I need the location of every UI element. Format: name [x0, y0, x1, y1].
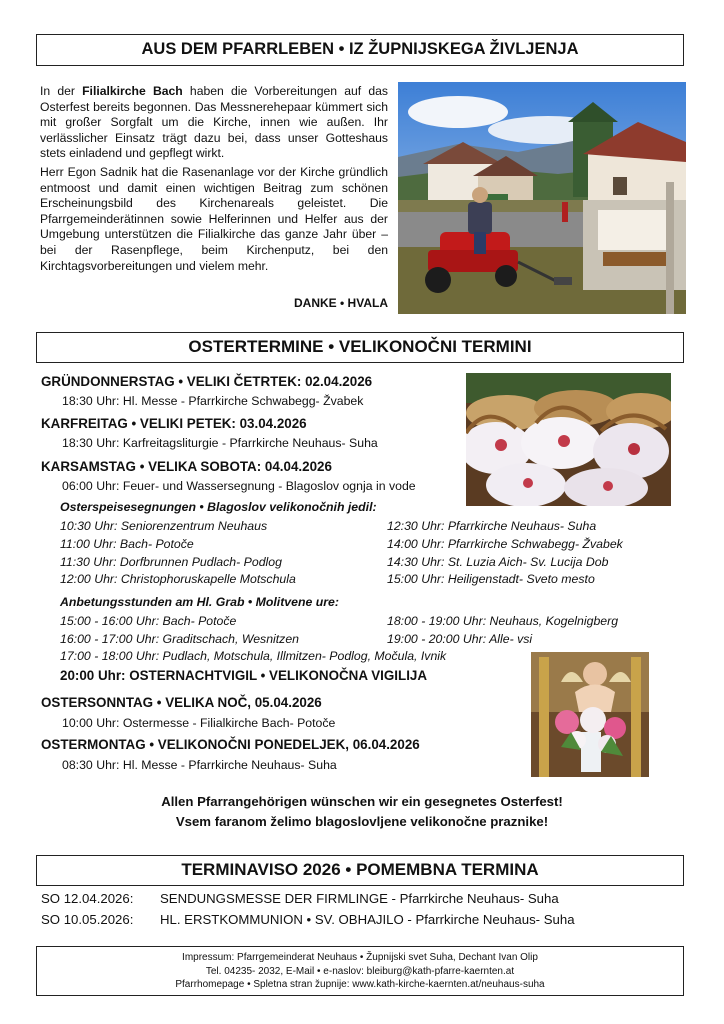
- section-title-important-dates: TERMINAVISO 2026 • POMEMBNA TERMINA: [36, 855, 684, 886]
- adoration-item: 17:00 - 18:00 Uhr: Pudlach, Motschula, Illmitzen- Podlog, Močula, Ivnik: [60, 649, 447, 663]
- photo-lawn-mower: [398, 82, 686, 314]
- adoration-item: 18:00 - 19:00 Uhr: Neuhaus, Kogelnigberg: [387, 614, 619, 628]
- adoration-item: 19:00 - 20:00 Uhr: Alle- vsi: [387, 632, 533, 646]
- adoration-heading: Anbetungsstunden am Hl. Grab • Molitvene ure:: [60, 595, 339, 609]
- food-blessing-item: 11:30 Uhr: Dorfbrunnen Pudlach- Podlog: [60, 555, 282, 569]
- event-easter-sunday: OSTERSONNTAG • VELIKA NOČ, 05.04.2026: [41, 695, 322, 710]
- event-good-friday: KARFREITAG • VELIKI PETEK: 03.04.2026: [41, 416, 307, 431]
- event-easter-monday: OSTERMONTAG • VELIKONOČNI PONEDELJEK, 06.04.2026: [41, 737, 420, 752]
- term-date: SO 10.05.2026:: [41, 912, 134, 927]
- term-event-place: - Pfarrkirche Neuhaus- Suha: [403, 912, 575, 927]
- impressum-line: Pfarrhomepage • Spletna stran župnije: www.kath-kirche-kaernten.at/neuhaus-suha: [175, 979, 545, 990]
- impressum-line: Tel. 04235- 2032, E-Mail • e-naslov: bleiburg@kath-pfarre-kaernten.at: [205, 965, 515, 977]
- intro-paragraph-1: [40, 84, 388, 162]
- intro-p1-church: Filialkirche Bach: [82, 84, 183, 98]
- food-blessing-item: 12:30 Uhr: Pfarrkirche Neuhaus- Suha: [387, 519, 597, 533]
- intro-column: [40, 0, 388, 320]
- easter-monday-mass: 08:30 Uhr: Hl. Messe - Pfarrkirche Neuhaus- Suha: [62, 758, 337, 772]
- intro-text: [40, 84, 388, 277]
- adoration-item: 15:00 - 16:00 Uhr: Bach- Potoče: [60, 614, 237, 628]
- term-event-title: SENDUNGSMESSE DER FIRMLINGE: [160, 891, 388, 906]
- food-blessing-item: 12:00 Uhr: Christophoruskapelle Motschula: [60, 572, 296, 586]
- term-event: [160, 891, 559, 906]
- food-blessing-heading: Osterspeisesegnungen • Blagoslov velikonočnih jedil:: [60, 500, 377, 514]
- section-title-easter-dates: OSTERTERMINE • VELIKONOČNI TERMINI: [36, 332, 684, 363]
- fire-water-blessing: 06:00 Uhr: Feuer- und Wassersegnung - Blagoslov ognja in vode: [62, 479, 416, 493]
- term-date: SO 12.04.2026:: [41, 891, 134, 906]
- easter-sunday-mass: 10:00 Uhr: Ostermesse - Filialkirche Bach- Potoče: [62, 716, 336, 730]
- food-blessing-item: 14:30 Uhr: St. Luzia Aich- Sv. Lucija Dob: [387, 555, 609, 569]
- thanks-text: DANKE • HVALA: [294, 296, 388, 310]
- intro-p1-rest: haben die Vorbereitungen auf das Osterfest bereits begonnen. Das Messnerehepaar kümmert sich mit großer Sorgfalt um die Kirche, innen wie außen. Ihr verlässlicher Einsatz trägt dazu bei, dass unser Gotteshaus stets einladend und gepflegt wirkt.: [40, 84, 388, 161]
- food-blessing-item: 11:00 Uhr: Bach- Potoče: [60, 537, 194, 551]
- photo-easter-baskets: [466, 373, 671, 506]
- food-blessing-item: 14:00 Uhr: Pfarrkirche Schwabegg- Žvabek: [387, 537, 623, 551]
- term-event-title: HL. ERSTKOMMUNION • SV. OBHAJILO: [160, 912, 404, 927]
- intro-p1-start: In der: [40, 84, 83, 98]
- term-event: [160, 912, 575, 927]
- term-event-place: - Pfarrkirche Neuhaus- Suha: [387, 891, 559, 906]
- good-friday-liturgy: 18:30 Uhr: Karfreitagsliturgie - Pfarrkirche Neuhaus- Suha: [62, 436, 378, 450]
- impressum-line: Impressum: Pfarrgemeinderat Neuhaus • Župnijski svet Suha, Dechant Ivan Olip: [182, 952, 538, 963]
- adoration-item: 16:00 - 17:00 Uhr: Graditschach, Wesnitzen: [60, 632, 300, 646]
- food-blessing-item: 15:00 Uhr: Heiligenstadt- Sveto mesto: [387, 572, 595, 586]
- event-holy-thursday: GRÜNDONNERSTAG • VELIKI ČETRTEK: 02.04.2026: [41, 374, 373, 389]
- holy-thursday-mass: 18:30 Uhr: Hl. Messe - Pfarrkirche Schwabegg- Žvabek: [62, 394, 364, 408]
- easter-greeting-slovene: Vsem faranom želimo blagoslovljene velikonočne praznike!: [175, 814, 549, 829]
- intro-paragraph-2: Herr Egon Sadnik hat die Rasenanlage vor der Kirche gründlich entmoost und damit einen wichtigen Beitrag zum schönen Erscheinungsbild des Kirchenareals geleistet. Die Pfarrgemeinderätinnen sowie Helferinnen und Helfer aus der Umgebung unterstützen die Filialkirche das ganze Jahr über – bei der Rasenpflege, beim Kirchenputz, bei den Kirchtagsvorbereitungen und vielem mehr.: [40, 164, 388, 273]
- food-blessing-item: 10:30 Uhr: Seniorenzentrum Neuhaus: [60, 519, 268, 533]
- impressum-box: [36, 946, 684, 996]
- section-title-parish-life: AUS DEM PFARRLEBEN • IZ ŽUPNIJSKEGA ŽIVLJENJA: [36, 34, 684, 66]
- photo-angel-flowers: [531, 652, 649, 777]
- easter-greeting-german: Allen Pfarrangehörigen wünschen wir ein gesegnetes Osterfest!: [161, 794, 563, 809]
- event-holy-saturday: KARSAMSTAG • VELIKA SOBOTA: 04.04.2026: [41, 459, 332, 474]
- easter-vigil: 20:00 Uhr: OSTERNACHTVIGIL • VELIKONOČNA VIGILIJA: [60, 668, 428, 683]
